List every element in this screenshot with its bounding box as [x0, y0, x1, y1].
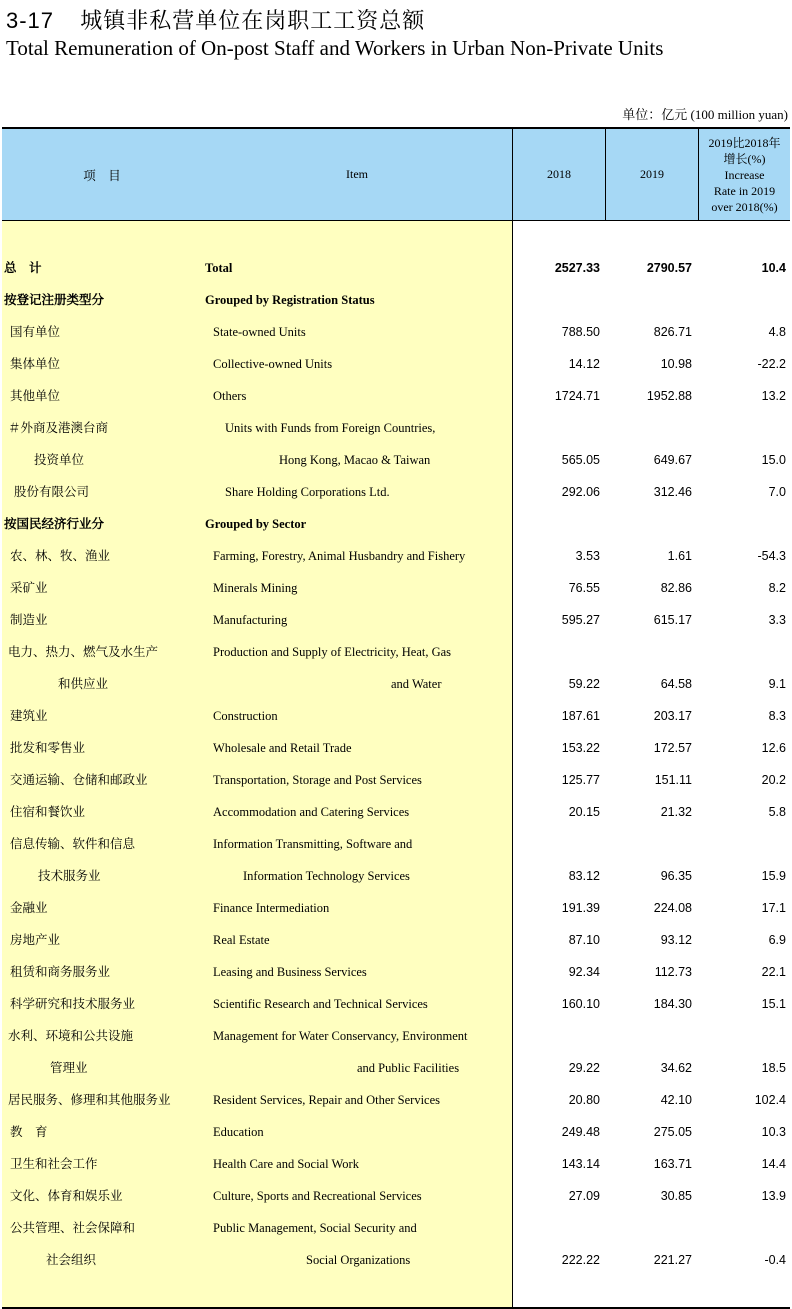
row-label-en: Manufacturing: [213, 613, 288, 627]
value-increase-rate: [706, 636, 786, 668]
value-2019: 275.05: [653, 1125, 692, 1139]
value-increase-rate: [706, 1020, 786, 1052]
table-row: [2, 764, 790, 796]
value-2019: [612, 1020, 692, 1052]
table-row: [2, 1020, 790, 1052]
value-increase-rate: [706, 828, 786, 860]
header-item-en-label: Item: [346, 167, 368, 181]
value-2019: 203.17: [653, 709, 692, 723]
row-label-cn: 住宿和餐饮业: [10, 804, 86, 819]
row-label-en: State-owned Units: [213, 325, 306, 339]
table-row: [2, 316, 790, 348]
row-label-cn: 国有单位: [10, 324, 61, 339]
row-label-cn: ＃外商及港澳台商: [8, 420, 109, 435]
value-2019: 82.86: [660, 581, 692, 595]
value-2018: [520, 284, 600, 316]
table-row: [2, 508, 790, 540]
value-2018: 2527.33: [554, 261, 600, 275]
value-2019: 34.62: [660, 1061, 692, 1075]
value-2018: [520, 412, 600, 444]
row-label-cn: 信息传输、软件和信息: [10, 836, 136, 851]
value-increase-rate: [706, 284, 786, 316]
header-item-cn-label: 项 目: [83, 167, 121, 183]
value-2018: [520, 508, 600, 540]
table-row: [2, 348, 790, 380]
value-2019: 2790.57: [646, 261, 692, 275]
row-label-en: Finance Intermediation: [213, 901, 330, 915]
header-rate-line4: Rate in 2019: [713, 183, 776, 198]
value-2018: [520, 1020, 600, 1052]
row-label-en: Total: [205, 261, 233, 275]
unit-note: 单位：亿元 (100 million yuan): [622, 107, 788, 122]
value-2018: 3.53: [575, 549, 600, 563]
row-label-en: Information Technology Services: [243, 869, 410, 883]
row-label-en: Social Organizations: [306, 1253, 411, 1267]
value-2018: 20.15: [568, 805, 600, 819]
row-label-cn: 建筑业: [10, 708, 48, 723]
row-label-en: Others: [213, 389, 247, 403]
value-increase-rate: 7.0: [768, 485, 786, 499]
value-2019: 10.98: [660, 357, 692, 371]
table-row: [2, 1148, 790, 1180]
value-2018: 249.48: [561, 1125, 600, 1139]
row-label-cn: 管理业: [50, 1060, 88, 1075]
value-2019: 1.61: [667, 549, 692, 563]
table-row: [2, 828, 790, 860]
row-label-cn: 农、林、牧、渔业: [10, 548, 111, 563]
table-row: [2, 860, 790, 892]
value-increase-rate: 10.3: [761, 1125, 786, 1139]
value-2018: 87.10: [568, 933, 600, 947]
table-row: [2, 444, 790, 476]
table-number: 3-17: [6, 8, 55, 33]
value-increase-rate: 20.2: [761, 773, 786, 787]
value-2019: [612, 284, 692, 316]
value-2019: 21.32: [660, 805, 692, 819]
table-row: [2, 1052, 790, 1084]
value-increase-rate: -22.2: [757, 357, 786, 371]
header-2019-label: 2019: [640, 167, 664, 181]
table-row: [2, 956, 790, 988]
value-2019: 172.57: [653, 741, 692, 755]
value-2018: 153.22: [561, 741, 600, 755]
value-2018: 1724.71: [554, 389, 600, 403]
table-row: [2, 572, 790, 604]
row-label-en: Share Holding Corporations Ltd.: [225, 485, 390, 499]
value-2019: 30.85: [660, 1189, 692, 1203]
value-2018: 92.34: [568, 965, 600, 979]
value-2018: 20.80: [568, 1093, 600, 1107]
row-label-en: Grouped by Sector: [205, 517, 307, 531]
row-label-en: Leasing and Business Services: [213, 965, 367, 979]
value-increase-rate: [706, 508, 786, 540]
value-increase-rate: 15.0: [761, 453, 786, 467]
row-label-cn: 股份有限公司: [14, 484, 90, 499]
value-2018: [520, 636, 600, 668]
page-title-cn: [6, 4, 425, 35]
value-2019: 221.27: [653, 1253, 692, 1267]
value-2019: 826.71: [653, 325, 692, 339]
row-label-cn: 居民服务、修理和其他服务业: [8, 1092, 171, 1107]
row-label-en: Hong Kong, Macao & Taiwan: [279, 453, 431, 467]
value-2018: 565.05: [561, 453, 600, 467]
row-label-cn: 教 育: [10, 1124, 48, 1139]
header-2019: [606, 129, 698, 220]
value-increase-rate: 12.6: [761, 741, 786, 755]
row-label-en: Production and Supply of Electricity, Heat, Gas: [213, 645, 452, 659]
row-label-en: Collective-owned Units: [213, 357, 333, 371]
row-label-en: Scientific Research and Technical Services: [213, 997, 428, 1011]
table-row: [2, 1084, 790, 1116]
value-2019: 42.10: [660, 1093, 692, 1107]
value-2018: 595.27: [561, 613, 600, 627]
header-rate: [699, 129, 790, 220]
value-2019: 93.12: [660, 933, 692, 947]
header-item-cn: [2, 129, 202, 220]
value-2019: 112.73: [654, 965, 692, 979]
value-2018: 14.12: [568, 357, 600, 371]
value-2018: 160.10: [561, 997, 600, 1011]
table-row: [2, 1180, 790, 1212]
value-2019: [612, 412, 692, 444]
row-label-en: Management for Water Conservancy, Environment: [213, 1029, 468, 1043]
value-2018: 143.14: [561, 1157, 600, 1171]
value-increase-rate: 18.5: [761, 1061, 786, 1075]
row-label-en: Resident Services, Repair and Other Services: [213, 1093, 441, 1107]
row-label-cn: 交通运输、仓储和邮政业: [10, 772, 148, 787]
table-row: [2, 380, 790, 412]
value-2019: 64.58: [660, 677, 692, 691]
value-2019: 96.35: [660, 869, 692, 883]
row-label-cn: 按国民经济行业分: [4, 516, 105, 531]
row-label-cn: 按登记注册类型分: [4, 292, 105, 307]
value-2018: 27.09: [568, 1189, 600, 1203]
row-label-cn: 批发和零售业: [10, 740, 86, 755]
value-2019: 163.71: [653, 1157, 692, 1171]
value-increase-rate: 8.3: [768, 709, 786, 723]
row-label-cn: 总 计: [4, 260, 42, 275]
value-increase-rate: [706, 1212, 786, 1244]
value-2019: 649.67: [653, 453, 692, 467]
row-label-cn: 租赁和商务服务业: [10, 964, 111, 979]
table-row: [2, 412, 790, 444]
header-rate-line1: 2019比2018年: [708, 135, 781, 150]
value-increase-rate: 15.9: [761, 869, 786, 883]
value-increase-rate: 8.2: [768, 581, 786, 595]
table-header: [2, 129, 790, 221]
value-2019: 184.30: [653, 997, 692, 1011]
row-label-cn: 金融业: [10, 900, 48, 915]
row-label-cn: 制造业: [10, 612, 48, 627]
row-label-cn: 投资单位: [34, 452, 85, 467]
row-label-en: and Water: [391, 677, 442, 691]
row-label-cn: 和供应业: [58, 676, 109, 691]
table-row: [2, 732, 790, 764]
table-row: [2, 540, 790, 572]
table-row: [2, 636, 790, 668]
value-2018: 125.77: [561, 773, 600, 787]
value-increase-rate: 17.1: [761, 901, 786, 915]
table-row: [2, 892, 790, 924]
table-row: [2, 476, 790, 508]
value-2019: [612, 828, 692, 860]
row-label-cn: 电力、热力、燃气及水生产: [8, 644, 159, 659]
value-increase-rate: 9.1: [768, 677, 786, 691]
row-label-en: Public Management, Social Security and: [213, 1221, 417, 1235]
value-2018: [520, 828, 600, 860]
row-label-en: Education: [213, 1125, 264, 1139]
row-label-en: Farming, Forestry, Animal Husbandry and Fishery: [213, 549, 466, 563]
row-label-cn: 集体单位: [10, 356, 61, 371]
value-increase-rate: 14.4: [761, 1157, 786, 1171]
table-row: [2, 700, 790, 732]
value-increase-rate: 4.8: [768, 325, 786, 339]
column-divider: [698, 129, 699, 221]
value-2018: 187.61: [561, 709, 600, 723]
value-2018: 83.12: [568, 869, 600, 883]
table-row: [2, 668, 790, 700]
row-label-cn: 水利、环境和公共设施: [8, 1028, 134, 1043]
row-label-en: Real Estate: [213, 933, 270, 947]
value-2018: 222.22: [561, 1253, 600, 1267]
header-rate-line5: over 2018(%): [711, 199, 778, 214]
table-row: [2, 1244, 790, 1276]
table-row: [2, 1212, 790, 1244]
value-2019: 224.08: [653, 901, 692, 915]
data-table: [2, 127, 790, 1309]
value-2018: 292.06: [561, 485, 600, 499]
table-row: [2, 1116, 790, 1148]
value-increase-rate: 6.9: [768, 933, 786, 947]
value-2018: 29.22: [568, 1061, 600, 1075]
value-2019: [612, 1212, 692, 1244]
value-2019: 151.11: [654, 773, 692, 787]
value-increase-rate: 15.1: [761, 997, 786, 1011]
row-label-en: Transportation, Storage and Post Services: [213, 773, 422, 787]
row-label-en: Culture, Sports and Recreational Services: [213, 1189, 422, 1203]
row-label-cn: 公共管理、社会保障和: [10, 1220, 136, 1235]
row-label-en: Minerals Mining: [213, 581, 298, 595]
table-row: [2, 988, 790, 1020]
row-label-en: Wholesale and Retail Trade: [213, 741, 352, 755]
row-label-cn: 社会组织: [46, 1252, 97, 1267]
value-increase-rate: -0.4: [764, 1253, 786, 1267]
row-label-cn: 其他单位: [10, 388, 61, 403]
value-increase-rate: 3.3: [768, 613, 786, 627]
row-label-en: and Public Facilities: [357, 1061, 460, 1075]
value-increase-rate: 5.8: [768, 805, 786, 819]
row-label-cn: 技术服务业: [38, 868, 101, 883]
row-label-cn: 文化、体育和娱乐业: [10, 1188, 123, 1203]
header-2018: [513, 129, 605, 220]
value-2018: 59.22: [568, 677, 600, 691]
header-rate-line3: Increase: [724, 167, 765, 182]
header-item-en: [202, 129, 512, 220]
column-divider: [605, 129, 606, 221]
row-label-cn: 卫生和社会工作: [10, 1156, 98, 1171]
table-row: [2, 252, 790, 284]
row-label-en: Information Transmitting, Software and: [213, 837, 413, 851]
value-increase-rate: 10.4: [761, 261, 786, 275]
row-label-en: Construction: [213, 709, 278, 723]
row-label-en: Grouped by Registration Status: [205, 293, 375, 307]
table-row: [2, 284, 790, 316]
value-2019: [612, 508, 692, 540]
page-title-en: Total Remuneration of On-post Staff and Workers in Urban Non-Private Units: [6, 36, 664, 60]
value-increase-rate: [706, 412, 786, 444]
row-label-cn: 科学研究和技术服务业: [10, 996, 136, 1011]
table-row: [2, 604, 790, 636]
value-increase-rate: 13.2: [761, 389, 786, 403]
table-row: [2, 796, 790, 828]
row-label-en: Units with Funds from Foreign Countries,: [225, 421, 436, 435]
row-label-en: Accommodation and Catering Services: [213, 805, 410, 819]
value-increase-rate: 13.9: [761, 1189, 786, 1203]
value-increase-rate: 22.1: [761, 965, 786, 979]
title-cn-text: 城镇非私营单位在岗职工工资总额: [80, 8, 426, 33]
value-2019: 1952.88: [646, 389, 692, 403]
row-label-cn: 房地产业: [10, 932, 61, 947]
value-2019: 615.17: [653, 613, 692, 627]
value-increase-rate: -54.3: [757, 549, 786, 563]
row-label-cn: 采矿业: [10, 580, 48, 595]
value-2018: 76.55: [568, 581, 600, 595]
value-increase-rate: 102.4: [754, 1093, 786, 1107]
value-2019: [612, 636, 692, 668]
value-2018: 191.39: [561, 901, 600, 915]
value-2018: 788.50: [561, 325, 600, 339]
table-row: [2, 924, 790, 956]
value-2019: 312.46: [653, 485, 692, 499]
header-2018-label: 2018: [547, 167, 571, 181]
row-label-en: Health Care and Social Work: [213, 1157, 359, 1171]
header-rate-line2: 增长(%): [723, 151, 766, 166]
value-2018: [520, 1212, 600, 1244]
